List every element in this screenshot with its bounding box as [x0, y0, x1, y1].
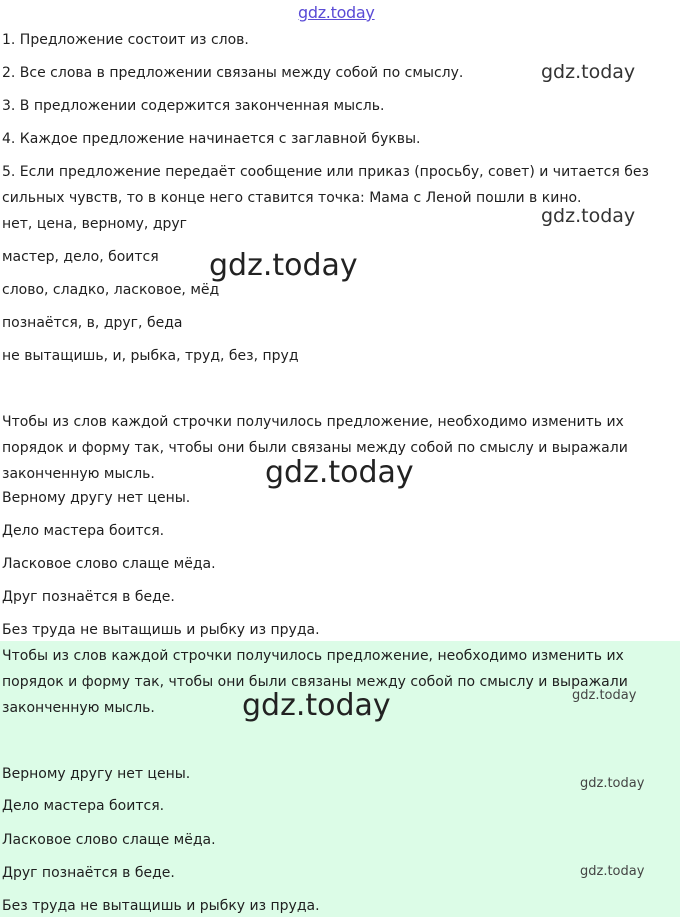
sentence: Дело мастера боится.: [2, 523, 165, 539]
word-group: познаётся, в, друг, беда: [2, 315, 183, 331]
answer-explanation: Чтобы из слов каждой строчки получилось предложение, необходимо изменить их порядок и форму так, чтобы они были связаны между собой по смыслу и выражали законченную мысль.: [2, 648, 628, 716]
word-group: мастер, дело, боится: [2, 249, 159, 265]
watermark: gdz.today: [209, 248, 358, 283]
watermark: gdz.today: [242, 688, 391, 723]
sentence: Ласковое слово слаще мёда.: [2, 556, 216, 572]
sentence: Верному другу нет цены.: [2, 490, 191, 506]
watermark: gdz.today: [541, 61, 636, 83]
rule-item: 2. Все слова в предложении связаны между собой по смыслу.: [2, 65, 464, 81]
answer-sentence: Ласковое слово слаще мёда.: [2, 832, 216, 848]
watermark: gdz.today: [580, 864, 645, 879]
watermark-top-link[interactable]: gdz.today: [298, 3, 375, 22]
watermark: gdz.today: [265, 455, 414, 490]
explanation: Чтобы из слов каждой строчки получилось предложение, необходимо изменить их порядок и форму так, чтобы они были связаны между собой по смыслу и выражали законченную мысль.: [2, 414, 628, 482]
word-group: слово, сладко, ласковое, мёд: [2, 282, 220, 298]
watermark: gdz.today: [580, 776, 645, 791]
answer-sentence: Друг познаётся в беде.: [2, 865, 175, 881]
sentence: Без труда не вытащишь и рыбку из пруда.: [2, 622, 320, 638]
rule-item: 3. В предложении содержится законченная мысль.: [2, 98, 385, 114]
word-group: не вытащишь, и, рыбка, труд, без, пруд: [2, 348, 299, 364]
rule-item: 4. Каждое предложение начинается с заглавной буквы.: [2, 131, 421, 147]
rule-item: 1. Предложение состоит из слов.: [2, 32, 249, 48]
answer-sentence: Без труда не вытащишь и рыбку из пруда.: [2, 898, 320, 914]
word-group: нет, цена, верному, друг: [2, 216, 188, 232]
rule-item: 5. Если предложение передаёт сообщение или приказ (просьбу, совет) и читается без сильных чувств, то в конце него ставится точка: Мама с Леной пошли в кино.: [2, 164, 649, 206]
answer-sentence: Верному другу нет цены.: [2, 766, 191, 782]
watermark: gdz.today: [541, 205, 636, 227]
sentence: Друг познаётся в беде.: [2, 589, 175, 605]
watermark: gdz.today: [572, 688, 637, 703]
answer-sentence: Дело мастера боится.: [2, 798, 165, 814]
